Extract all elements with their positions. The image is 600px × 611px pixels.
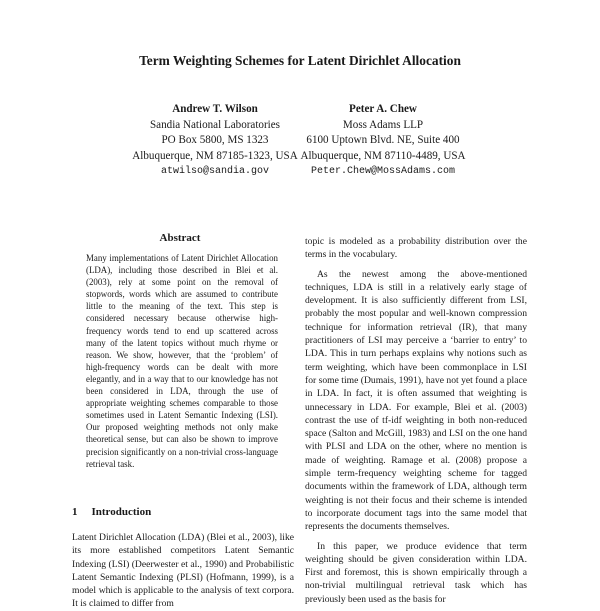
body-paragraph: topic is modeled as a probability distribution over the terms in the vocabulary.	[305, 236, 527, 261]
paper-title: Term Weighting Schemes for Latent Dirichlet Allocation	[139, 53, 461, 68]
abstract-heading: Abstract	[159, 232, 201, 244]
author-address-line: Albuquerque, NM 87110-4489, USA	[300, 149, 466, 162]
author-name: Andrew T. Wilson	[172, 103, 258, 115]
left-column-body	[72, 531, 294, 611]
body-paragraph: Latent Dirichlet Allocation (LDA) (Blei et al., 2003), like its more established competitors Latent Semantic Indexing (LSI) (Deerwester et al., 1990) and Probabilistic Latent Semantic Indexing (PLSI) (Hofmann, 1999), is a model which is applicable to the analysis of text corpora. It is claimed to differ from	[72, 532, 294, 610]
author-affiliation: Sandia National Laboratories	[150, 118, 280, 131]
author-block	[278, 102, 488, 180]
author-email[interactable]: atwilso@sandia.gov	[160, 166, 270, 177]
body-paragraph: In this paper, we produce evidence that term weighting should be given consideration within LDA. First and foremost, this is shown empirically through a non-trivial multilingual retrieval task which has previously been used as the basis for	[305, 540, 527, 605]
section-number: 1	[72, 506, 78, 518]
author-address-line: 6100 Uptown Blvd. NE, Suite 400	[306, 134, 460, 146]
section-heading	[72, 506, 151, 518]
right-column-body	[305, 235, 527, 606]
author-name: Peter A. Chew	[349, 103, 417, 115]
author-address-line: Albuquerque, NM 87185-1323, USA	[132, 149, 298, 162]
body-paragraph: As the newest among the above-mentioned techniques, LDA is still in a relatively early stage of development. It is also sufficiently different from LSI, probably the most popular and well-known compression technique for information retrieval (IR), that many practitioners of LSI may perceive a ‘barrier to entry’ to LDA. This in turn perhaps explains why notions such as term weighting, which have been commonplace in LSI for some time (Dumais, 1991), have not yet found a place in LDA. In fact, it is often assumed that weighting is unnecessary in LDA. For example, Blei et al. (2003) contrast the use of tf-idf weighting in both non-reduced space (Salton and McGill, 1983) and LSI on the one hand with PLSI and LDA on the other, where no mention is made of weighting. Ramage et al. (2008) propose a simple term-frequency weighting scheme for tagged documents within the framework of LDA, although term weighting is not their focus and their scheme is intended to incorporate document tags into the same model that represents the documents themselves.	[305, 268, 527, 533]
author-address-line: PO Box 5800, MS 1323	[161, 134, 269, 146]
author-email[interactable]: Peter.Chew@MossAdams.com	[310, 166, 456, 177]
abstract-text: Many implementations of Latent Dirichlet Allocation (LDA), including those described in Blei et al. (2003), rely at some point on the removal of stopwords, words which are assumed to contribute little to the meaning of the text. This step is considered necessary because otherwise high-frequency words tend to end up scattered across many of the latent topics without much rhyme or reason. We show, however, that the ‘problem’ of high-frequency words can be dealt with more elegantly, and in a way that to our knowledge has not been considered in LDA, through the use of appropriate weighting schemes comparable to those sometimes used in Latent Semantic Indexing (LSI). Our proposed weighting methods not only make theoretical sense, but can also be shown to improve precision significantly on a non-trivial cross-language retrieval task.	[86, 253, 278, 469]
section-title: Introduction	[91, 506, 152, 518]
author-affiliation: Moss Adams LLP	[342, 118, 424, 131]
